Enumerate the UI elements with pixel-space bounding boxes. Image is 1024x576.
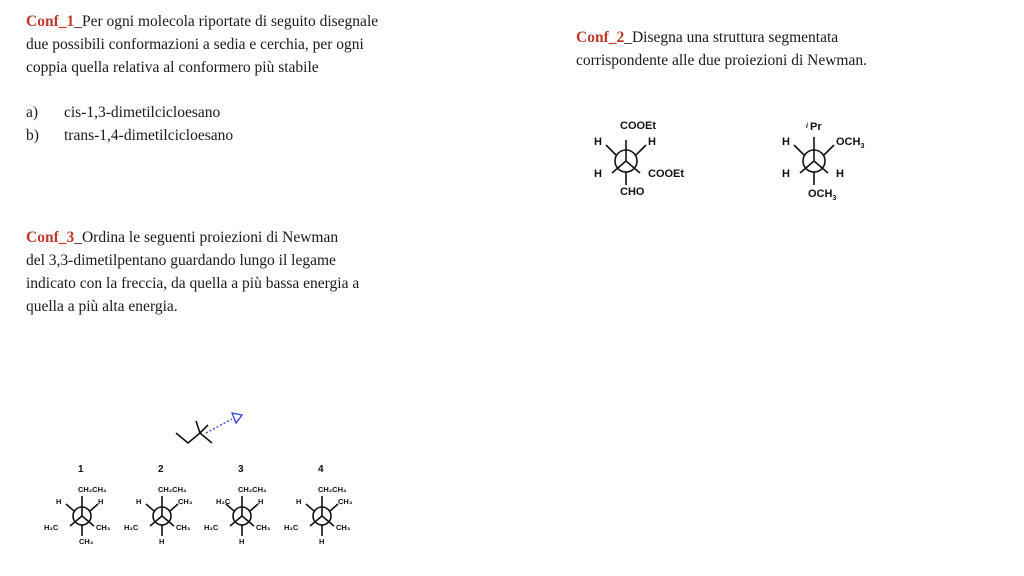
newman-projection-4 (282, 460, 372, 555)
label-top: CH₂CH₃ (78, 485, 107, 494)
view-arrow (206, 419, 232, 433)
label-upper-right: H (98, 497, 104, 506)
label-upper-right: $OCH_3$ (836, 136, 865, 150)
label-upper-left: H (136, 497, 142, 506)
back-bond (250, 504, 258, 511)
label-upper-right: CH₃ (338, 497, 353, 506)
conf1-text (26, 10, 466, 79)
conf1-tag: Conf_1 (26, 13, 75, 30)
conf1-line1 (26, 10, 466, 33)
label-lower-right: CH₃ (176, 523, 191, 532)
newman-projection-2 (122, 460, 212, 555)
conf1-line1-text: _Per ogni molecola riportate di seguito disegnale (74, 13, 379, 30)
conf3-line1 (26, 226, 466, 249)
label-upper-left: H₃C (216, 497, 231, 506)
conf2-tag: Conf_2 (576, 29, 625, 46)
projection-number: 4 (318, 464, 324, 475)
label-lower-left: H₃C (44, 523, 59, 532)
label-upper-right: H (648, 136, 656, 148)
label-lower-left: H₃C (204, 523, 219, 532)
list-item (26, 101, 233, 124)
conf3-line3: indicato con la freccia, da quella a più bassa energia a (26, 275, 360, 292)
label-top: Pr (810, 121, 822, 133)
list-marker: a) (26, 104, 39, 121)
conf1-line2: due possibili conformazioni a sedia e cerchia, per ogni (26, 36, 364, 53)
label-bottom: H (319, 537, 325, 546)
conf3-tag: Conf_3 (26, 229, 75, 246)
back-bond (90, 504, 98, 511)
back-bond (170, 504, 178, 511)
label-lower-right: CH₃ (336, 523, 351, 532)
list-text: cis-1,3-dimetilcicloesano (64, 104, 221, 121)
newman-projection-1 (590, 115, 700, 205)
label-top-sup: i (806, 123, 808, 130)
label-upper-right: CH₃ (178, 497, 193, 506)
label-upper-left: H (56, 497, 62, 506)
eye-icon (232, 413, 242, 423)
back-bond (146, 504, 154, 511)
conf3-line4: quella a più alta energia. (26, 298, 178, 315)
label-bottom: H (159, 537, 165, 546)
conf3-line2: del 3,3-dimetilpentano guardando lungo il legame (26, 252, 336, 269)
label-lower-left: H₃C (124, 523, 139, 532)
projection-number: 1 (78, 464, 84, 475)
skeleton-chain (176, 433, 212, 443)
label-lower-right: H (836, 168, 844, 180)
label-top: CH₂CH₃ (318, 485, 347, 494)
label-top: CH₂CH₃ (238, 485, 267, 494)
newman-projection-2 (776, 115, 886, 205)
skeleton-branch (196, 421, 200, 433)
list-text: trans-1,4-dimetilcicloesano (64, 127, 234, 144)
back-bond (794, 145, 804, 155)
label-upper-left: H (594, 136, 602, 148)
label-bottom: CH₃ (79, 537, 94, 546)
newman-projection-3 (202, 460, 292, 555)
conf1-list (26, 101, 233, 147)
conf2-text (576, 26, 1016, 72)
label-upper-right: H (258, 497, 264, 506)
projection-number: 2 (158, 464, 164, 475)
label-lower-left: H (782, 168, 790, 180)
label-upper-left: H (296, 497, 302, 506)
skeletal-structure (170, 405, 250, 455)
list-marker: b) (26, 127, 39, 144)
newman-projection-1 (42, 460, 132, 555)
back-bond (824, 145, 834, 155)
back-bond (636, 145, 646, 155)
back-bond (330, 504, 338, 511)
label-bottom: $OCH_3$ (808, 188, 837, 202)
conf2-line1 (576, 26, 1016, 49)
conf3-line1-text: _Ordina le seguenti proiezioni di Newman (74, 229, 339, 246)
back-bond (66, 504, 74, 511)
back-bond (306, 504, 314, 511)
conf2-line1-text: _Disegna una struttura segmentata (624, 29, 839, 46)
conf1-line3: coppia quella relativa al conformero più stabile (26, 59, 319, 76)
label-top: CH₂CH₃ (158, 485, 187, 494)
list-item (26, 124, 233, 147)
back-bond (606, 145, 616, 155)
label-top: COOEt (620, 120, 657, 132)
label-lower-right: CH₃ (256, 523, 271, 532)
label-lower-left: H (594, 168, 602, 180)
label-bottom: H (239, 537, 245, 546)
skeleton-branch (200, 425, 208, 433)
label-bottom: CHO (620, 186, 645, 198)
label-upper-left: H (782, 136, 790, 148)
conf2-line2: corrispondente alle due proiezioni di Newman. (576, 52, 867, 69)
conf3-text (26, 226, 466, 318)
label-lower-right: COOEt (648, 168, 685, 180)
projection-number: 3 (238, 464, 244, 475)
label-lower-left: H₃C (284, 523, 299, 532)
label-lower-right: CH₃ (96, 523, 111, 532)
